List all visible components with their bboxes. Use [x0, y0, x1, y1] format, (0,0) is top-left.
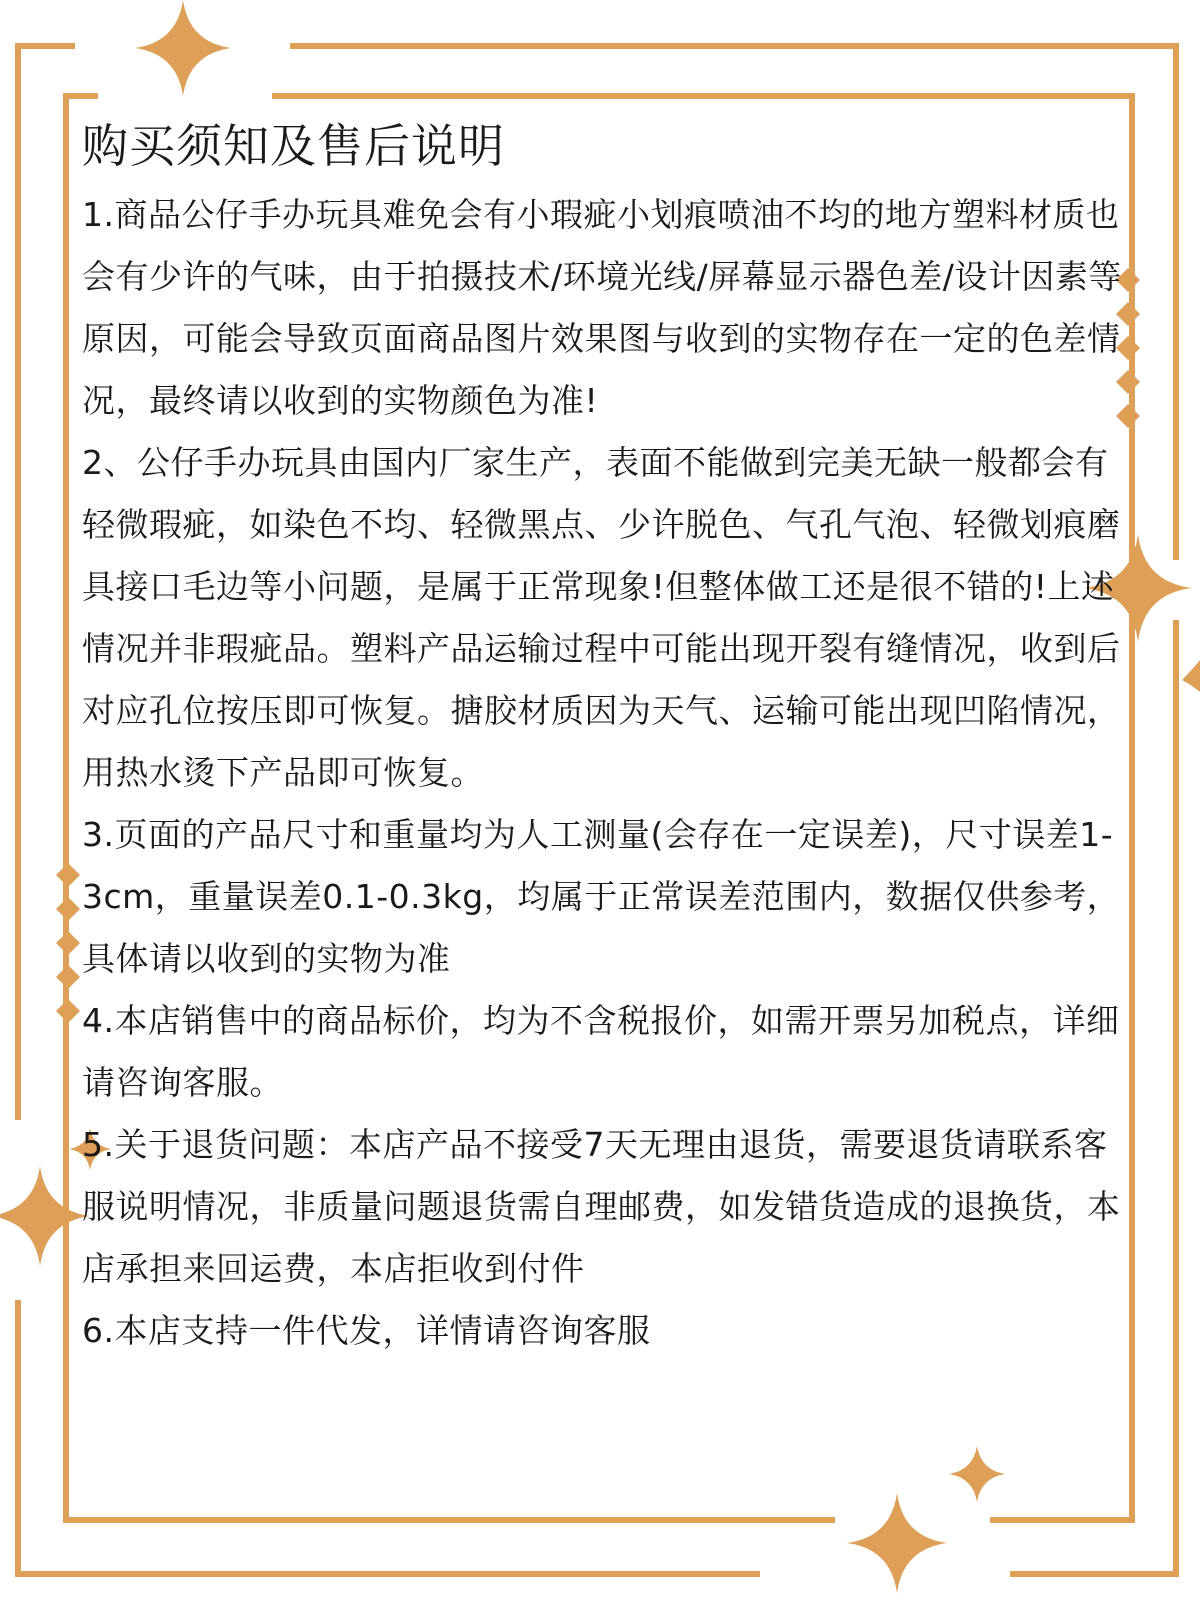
- notice-item-6: 6.本店支持一件代发，详情请咨询客服: [82, 1311, 651, 1350]
- diamond-icon: [56, 999, 80, 1023]
- diamond-column-left: [56, 863, 80, 1023]
- purchase-notice: [82, 112, 1122, 1362]
- notice-item-3: 3.页面的产品尺寸和重量均为人工测量(会存在一定误差)，尺寸误差1-3cm，重量误差0.1-0.3kg，均属于正常误差范围内，数据仅供参考，具体请以收到的实物为准: [82, 815, 1121, 978]
- sparkle-star-icon: [135, 0, 231, 96]
- notice-item-4: 4.本店销售中的商品标价，均为不含税报价，如需开票另加税点，详细请咨询客服。: [82, 1001, 1120, 1102]
- notice-item-1: 1.商品公仔手办玩具难免会有小瑕疵小划痕喷油不均的地方塑料材质也会有少许的气味，由于拍摄技术/环境光线/屏幕显示器色差/设计因素等原因，可能会导致页面商品图片效果图与收到的实物存在一定的色差情况，最终请以收到的实物颜色为准!: [82, 195, 1122, 420]
- diamond-icon: [56, 863, 80, 887]
- notice-item-2: 2、公仔手办玩具由国内厂家生产，表面不能做到完美无缺一般都会有轻微瑕疵，如染色不均、轻微黑点、少许脱色、气孔气泡、轻微划痕磨具接口毛边等小问题，是属于正常现象!但整体做工还是很不错的!上述情况并非瑕疵品。塑料产品运输过程中可能出现开裂有缝情况，收到后对应孔位按压即可恢复。搪胶材质因为天气、运输可能出现凹陷情况，用热水烫下产品即可恢复。: [82, 443, 1121, 792]
- sparkle-star-icon: [949, 1446, 1005, 1502]
- diamond-icon: [56, 931, 80, 955]
- diamond-icon: [56, 897, 80, 921]
- sparkle-star-icon: [1182, 660, 1200, 692]
- notice-item-5: 5.关于退货问题：本店产品不接受7天无理由退货，需要退货请联系客服说明情况，非质量问题退货需自理邮费，如发错货造成的退换货，本店承担来回运费，本店拒收到付件: [82, 1125, 1121, 1288]
- page-title: 购买须知及售后说明: [82, 119, 505, 173]
- sparkle-star-icon: [0, 1166, 90, 1266]
- diamond-icon: [56, 965, 80, 989]
- sparkle-star-icon: [847, 1493, 947, 1593]
